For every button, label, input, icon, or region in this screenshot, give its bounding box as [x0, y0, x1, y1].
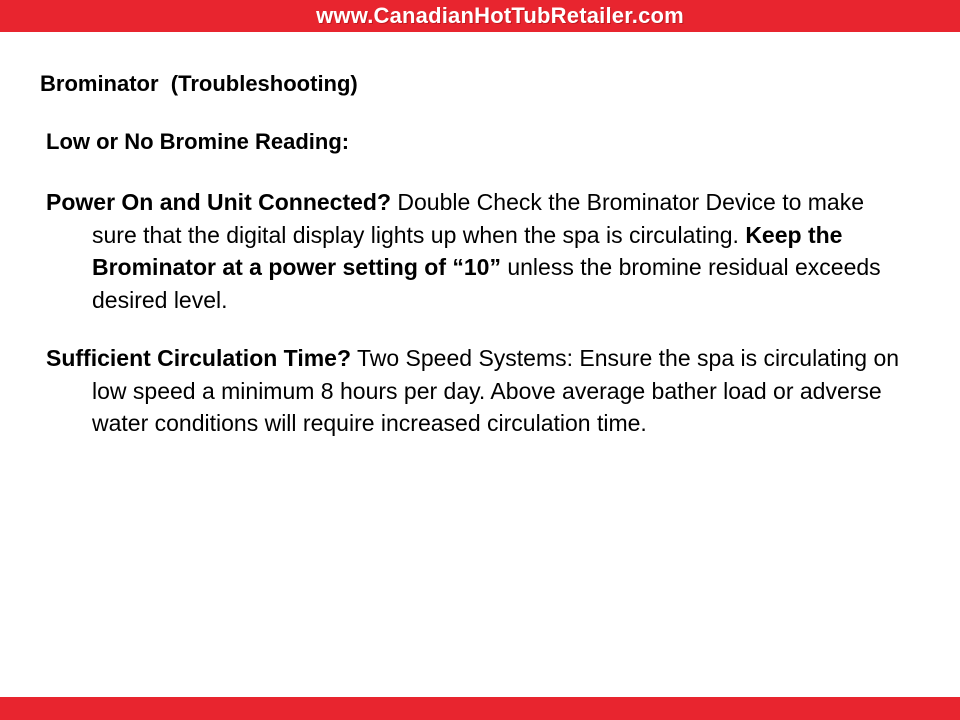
- item-text-continued: unless the bromine residual exceeds desired level.: [92, 254, 881, 313]
- website-url[interactable]: www.CanadianHotTubRetailer.com: [316, 3, 684, 28]
- item-lead: Power On and Unit Connected?: [46, 189, 392, 215]
- item-text: Two Speed Systems: Ensure the spa is circulating on low speed a minimum 8 hours per day. Above average bather load or adverse water conditions will require increased circulation time.: [92, 345, 900, 436]
- item-emphasis: Keep the Brominator at a power setting of “10”: [92, 221, 843, 280]
- item-text: Double Check the Brominator Device to make sure that the digital display lights up when the spa is circulating.: [92, 189, 865, 248]
- slide-title: Brominator (Troubleshooting): [40, 71, 358, 96]
- footer-bar: [0, 697, 960, 720]
- item-lead: Sufficient Circulation Time?: [46, 345, 351, 371]
- header-bar: [0, 0, 960, 32]
- troubleshooting-item-circulation: [46, 342, 912, 440]
- troubleshooting-item-power: [46, 186, 912, 316]
- section-heading: Low or No Bromine Reading:: [46, 129, 350, 154]
